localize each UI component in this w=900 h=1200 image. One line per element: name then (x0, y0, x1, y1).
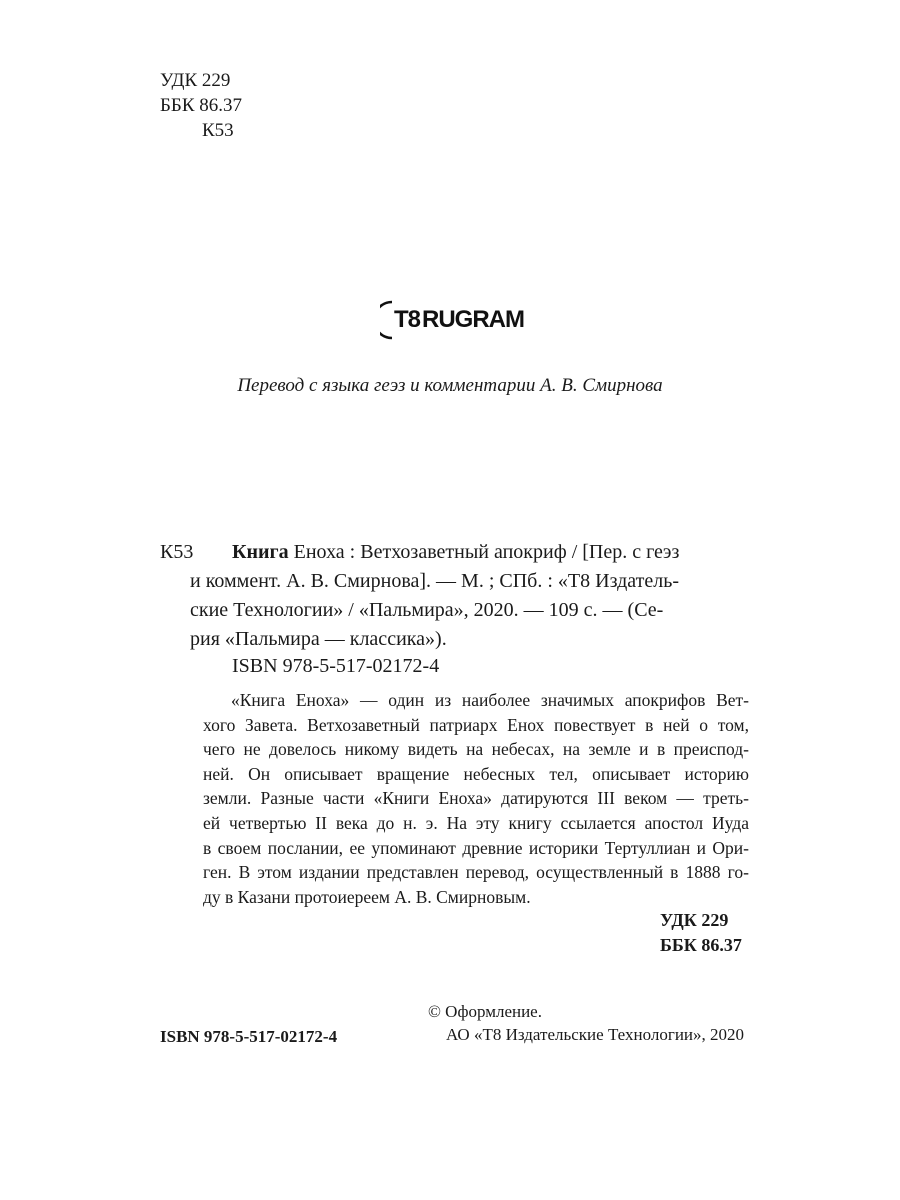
logo-name: RUGRAM (422, 306, 525, 333)
author-sign: К53 (202, 120, 234, 141)
annotation-line: чего не довелось никому видеть на небесах, на земле и в преиспод- (203, 739, 749, 760)
annotation-line: хого Завета. Ветхозаветный патриарх Енох повествует в ней о том, (203, 714, 749, 735)
copyright-line-2: АО «Т8 Издательские Технологии», 2020 (446, 1025, 745, 1044)
catalog-entry (160, 538, 750, 654)
classification-codes-bottom (660, 908, 742, 958)
catalog-line-1-rest: Еноха : Ветхозаветный апокриф / [Пер. с геэз (288, 541, 680, 563)
bbk-code: ББК 86.37 (160, 95, 242, 116)
bbk-code-bottom: ББК 86.37 (660, 935, 742, 955)
isbn-bottom: ISBN 978-5-517-02172-4 (160, 1027, 338, 1046)
udk-code: УДК 229 (160, 70, 231, 91)
catalog-isbn: ISBN 978-5-517-02172-4 (232, 655, 440, 677)
classification-block (160, 68, 242, 143)
catalog-line-2: и коммент. А. В. Смирнова]. — М. ; СПб. : «Т8 Издатель- (190, 570, 680, 592)
annotation-line: в своем послании, ее упоминают древние историки Тертуллиан и Ори- (203, 837, 749, 858)
catalog-line-1 (232, 538, 750, 567)
logo-mark: T8 (394, 306, 421, 333)
annotation-line: ней. Он описывает вращение небесных тел, описывает историю (203, 763, 749, 784)
copyright-line-1: © Оформление. (428, 1002, 542, 1021)
translator-note: Перевод с языка геэз и комментарии А. В. Смирнова (237, 375, 663, 396)
logo-arc-icon (380, 298, 394, 342)
copyright-block (428, 1000, 744, 1046)
udk-code-bottom: УДК 229 (660, 910, 729, 930)
annotation-line: ген. В этом издании представлен перевод, осуществленный в 1888 го- (203, 862, 749, 883)
catalog-sign: К53 (160, 541, 194, 563)
annotation-line: ду в Казани протоиереем А. В. Смирновым. (203, 886, 531, 907)
publisher-logo (380, 298, 524, 342)
annotation-line: ей четвертью II века до н. э. На эту книгу ссылается апостол Иуда (203, 812, 749, 833)
annotation-line: «Книга Еноха» — один из наиболее значимых апокрифов Вет- (231, 690, 749, 710)
catalog-title-bold: Книга (232, 541, 289, 563)
catalog-line-3: ские Технологии» / «Пальмира», 2020. — 109 с. — (Се- (190, 599, 664, 621)
catalog-line-4: рия «Пальмира — классика»). (190, 628, 447, 650)
annotation (203, 688, 749, 909)
annotation-line: земли. Разные части «Книги Еноха» датируются III веком — треть- (203, 788, 749, 809)
